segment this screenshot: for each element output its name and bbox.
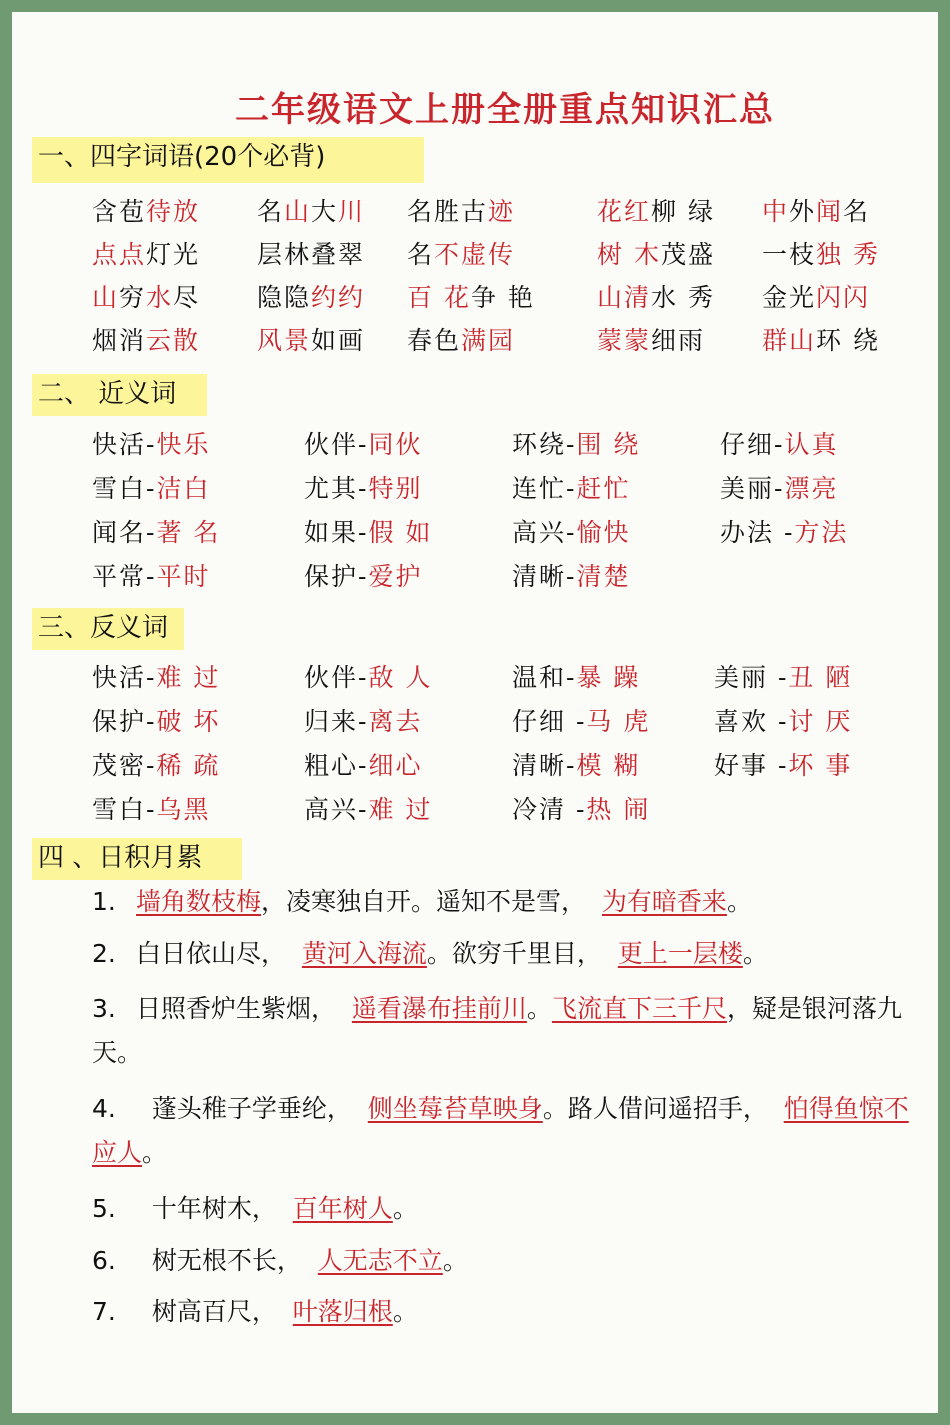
pair-answer: 细心 [368,751,423,780]
idiom-item [257,192,365,228]
idiom-item [92,321,200,357]
synonyms-pair [92,557,210,593]
antonyms-pair [512,702,650,738]
idiom-highlight: 待放 [146,197,201,226]
antonyms-pair [92,746,220,782]
synonyms-pair [92,425,210,461]
idiom-text: 茂盛 [660,240,715,269]
idioms-grid [12,192,938,364]
poem-answer: 飞流直下三千尺 [551,994,727,1023]
poem-answer: 黄河入海流 [301,939,427,968]
pair-answer: 坏 事 [788,751,853,780]
pair-answer: 认真 [784,430,839,459]
poem-item [92,1087,922,1175]
synonyms-pair [512,425,640,461]
poem-answer: 怕得鱼惊不应人 [92,1094,909,1167]
pair-answer: 特别 [368,474,423,503]
section-heading-synonyms: 二、 近义词 [32,374,207,416]
poem-answer: 遥看瀑布挂前川 [351,994,527,1023]
pair-word: 清晰- [512,751,577,780]
idiom-highlight: 云散 [146,326,201,355]
pair-word: 粗心- [304,751,369,780]
poem-text: 白日依山尽， [136,939,302,968]
antonyms-row [12,702,938,746]
pair-answer: 赶忙 [576,474,631,503]
idiom-text: 如画 [311,326,366,355]
poem-number: 5. [92,1194,116,1223]
antonyms-pair [92,702,220,738]
idiom-text: 名 [843,197,871,226]
poem-text: 。 [726,887,752,916]
idiom-text: 大 [311,197,339,226]
idiom-highlight: 不虚传 [434,240,516,269]
pair-answer: 著 名 [156,518,221,547]
synonyms-pair [512,557,630,593]
idiom-item [597,235,715,271]
page-title: 二年级语文上册全册重点知识汇总 [235,90,775,130]
poem-number: 2. [92,939,116,968]
antonyms-pair [92,658,220,694]
poem-text: 日照香炉生紫烟， [136,994,352,1023]
poem-text: 。 [742,939,768,968]
idiom-row [12,235,938,278]
synonyms-pair [304,425,422,461]
pair-answer: 暴 躁 [576,663,641,692]
idiom-highlight: 约约 [311,283,366,312]
pair-word: 温和- [512,663,577,692]
pair-word: 高兴- [512,518,577,547]
pair-answer: 热 闹 [586,795,651,824]
idiom-text: 一枝 [762,240,817,269]
idiom-text: 层林叠翠 [257,240,366,269]
pair-word: 伙伴- [304,663,369,692]
pair-answer: 破 坏 [156,707,221,736]
antonyms-pair [714,658,852,694]
antonyms-pair [512,658,640,694]
idiom-highlight: 点点 [92,240,147,269]
pair-answer: 讨 厌 [788,707,853,736]
idiom-row [12,192,938,235]
synonyms-pair [720,469,838,505]
pair-word: 快活- [92,663,157,692]
poem-item [92,880,922,924]
poem-text: 。 [526,994,552,1023]
pair-answer: 方法 [794,518,849,547]
section-heading-idioms: 一、四字词语(20个必背) [32,137,424,183]
idiom-text: 柳 绿 [651,197,715,226]
idiom-text: 穷 [119,283,147,312]
idiom-item [407,278,535,314]
pair-word: 美丽 - [714,663,789,692]
pair-answer: 离去 [368,707,423,736]
pair-answer: 丑 陋 [788,663,853,692]
pair-answer: 假 如 [368,518,433,547]
pair-word: 归来- [304,707,369,736]
pair-word: 保护- [304,562,369,591]
idiom-item [92,192,200,228]
idiom-text: 灯光 [146,240,201,269]
pair-word: 喜欢 - [714,707,789,736]
synonyms-pair [304,557,422,593]
idiom-text: 尽 [173,283,201,312]
pair-word: 保护- [92,707,157,736]
idiom-highlight: 风景 [257,326,312,355]
pair-answer: 洁白 [156,474,211,503]
antonyms-pair [304,746,422,782]
idiom-highlight: 花红 [597,197,652,226]
idiom-highlight: 独 秀 [816,240,880,269]
poem-text: 。 [442,1246,468,1275]
idiom-item [257,321,365,357]
idiom-highlight: 中 [762,197,790,226]
antonyms-row [12,746,938,790]
poem-answer: 叶落归根 [292,1297,393,1326]
pair-word: 茂密- [92,751,157,780]
pair-word: 快活- [92,430,157,459]
idiom-item [762,278,870,314]
antonyms-pair [512,790,650,826]
idiom-item [597,192,715,228]
idiom-highlight: 川 [338,197,366,226]
idiom-item [92,278,200,314]
pair-word: 仔细 - [512,707,587,736]
pair-word: 环绕- [512,430,577,459]
idiom-highlight: 树 木 [597,240,661,269]
poem-number: 4. [92,1094,116,1123]
poem-number: 3. [92,994,116,1023]
synonyms-pair [304,513,432,549]
idiom-highlight: 蒙蒙 [597,326,652,355]
section-heading-antonyms: 三、反义词 [32,608,184,650]
pair-answer: 清楚 [576,562,631,591]
pair-answer: 同伙 [368,430,423,459]
idiom-highlight: 群山 [762,326,817,355]
idiom-highlight: 百 花 [407,283,471,312]
poem-text: 蓬头稚子学垂纶， [136,1094,368,1123]
poem-text: 。欲穷千里目， [426,939,618,968]
poem-answer: 更上一层楼 [617,939,743,968]
pair-word: 好事 - [714,751,789,780]
poem-text: ，疑是银河落九天。 [92,994,902,1067]
poem-text: 。 [392,1297,418,1326]
idiom-highlight: 闻 [816,197,844,226]
synonyms-pair [512,469,630,505]
synonyms-pair [92,513,220,549]
idiom-item [762,192,870,228]
idiom-item [257,278,365,314]
idiom-item [407,235,515,271]
pair-answer: 难 过 [368,795,433,824]
synonyms-row [12,425,938,469]
poem-text: ，凌寒独自开。遥知不是雪， [261,887,602,916]
idiom-item [92,235,200,271]
synonyms-row [12,513,938,557]
pair-word: 伙伴- [304,430,369,459]
idiom-highlight: 山 [92,283,120,312]
antonyms-pair [92,790,210,826]
poem-item [92,932,922,976]
idiom-item [597,321,705,357]
poem-answer: 百年树人 [292,1194,393,1223]
idiom-text: 争 艳 [470,283,535,312]
synonyms-row [12,557,938,601]
pair-answer: 模 糊 [576,751,641,780]
poem-item [92,987,922,1075]
idiom-text: 名 [407,240,435,269]
antonyms-row [12,790,938,834]
pair-answer: 漂亮 [784,474,839,503]
pair-answer: 乌黑 [156,795,211,824]
poem-number: 6. [92,1246,116,1275]
idiom-text: 水 秀 [651,283,715,312]
pair-word: 雪白- [92,795,157,824]
pair-word: 闻名- [92,518,157,547]
poem-text: 十年树木， [136,1194,293,1223]
idiom-highlight: 满园 [461,326,516,355]
antonyms-grid [12,658,938,834]
antonyms-pair [714,702,852,738]
idiom-item [407,321,515,357]
pair-word: 连忙- [512,474,577,503]
synonyms-pair [720,513,848,549]
idiom-highlight: 山 [284,197,312,226]
poem-text: 树高百尺， [136,1297,293,1326]
pair-word: 高兴- [304,795,369,824]
pair-answer: 快乐 [156,430,211,459]
section-heading-accumulation: 四 、日积月累 [32,838,242,880]
pair-answer: 敌 人 [368,663,433,692]
pair-word: 清晰- [512,562,577,591]
idiom-highlight: 水 [146,283,174,312]
synonyms-pair [304,469,422,505]
poem-number: 1. [92,887,116,916]
idiom-item [257,235,365,271]
idiom-item [762,235,880,271]
synonyms-pair [92,469,210,505]
idiom-row [12,278,938,321]
pair-answer: 愉快 [576,518,631,547]
antonyms-row [12,658,938,702]
idiom-text: 细雨 [651,326,706,355]
idiom-text: 名 [257,197,285,226]
poem-answer: 墙角数枝梅 [136,887,262,916]
poem-text: 。路人借问遥招手， [542,1094,784,1123]
antonyms-pair [304,790,432,826]
pair-answer: 马 虎 [586,707,651,736]
antonyms-pair [304,702,422,738]
pair-answer: 难 过 [156,663,221,692]
poem-text: 。 [392,1194,418,1223]
pair-word: 雪白- [92,474,157,503]
pair-answer: 平时 [156,562,211,591]
idiom-highlight: 山清 [597,283,652,312]
idiom-text: 外 [789,197,817,226]
poem-text: 树无根不长， [136,1246,318,1275]
idiom-text: 含苞 [92,197,147,226]
pair-word: 尤其- [304,474,369,503]
pair-word: 平常- [92,562,157,591]
idiom-text: 春色 [407,326,462,355]
idiom-text: 隐隐 [257,283,312,312]
poem-number: 7. [92,1297,116,1326]
pair-word: 美丽- [720,474,785,503]
idiom-item [762,321,880,357]
document-page [12,12,938,1413]
pair-answer: 爱护 [368,562,423,591]
idiom-highlight: 闪闪 [816,283,871,312]
idiom-text: 烟消 [92,326,147,355]
pair-answer: 稀 疏 [156,751,221,780]
antonyms-pair [714,746,852,782]
idiom-item [407,192,515,228]
poem-item [92,1239,922,1283]
pair-word: 办法 - [720,518,795,547]
idiom-row [12,321,938,364]
poem-item [92,1187,922,1231]
synonyms-row [12,469,938,513]
antonyms-pair [512,746,640,782]
poem-text: 。 [142,1138,168,1167]
idiom-item [597,278,715,314]
poem-answer: 为有暗香来 [601,887,727,916]
poem-answer: 侧坐莓苔草映身 [367,1094,543,1123]
idiom-highlight: 迹 [488,197,516,226]
idiom-text: 金光 [762,283,817,312]
pair-word: 冷清 - [512,795,587,824]
poem-item [92,1290,922,1334]
antonyms-pair [304,658,432,694]
idiom-text: 环 绕 [816,326,880,355]
pair-answer: 围 绕 [576,430,641,459]
synonyms-pair [512,513,630,549]
pair-word: 仔细- [720,430,785,459]
poem-answer: 人无志不立 [317,1246,443,1275]
synonyms-grid [12,425,938,601]
idiom-text: 名胜古 [407,197,489,226]
pair-word: 如果- [304,518,369,547]
synonyms-pair [720,425,838,461]
